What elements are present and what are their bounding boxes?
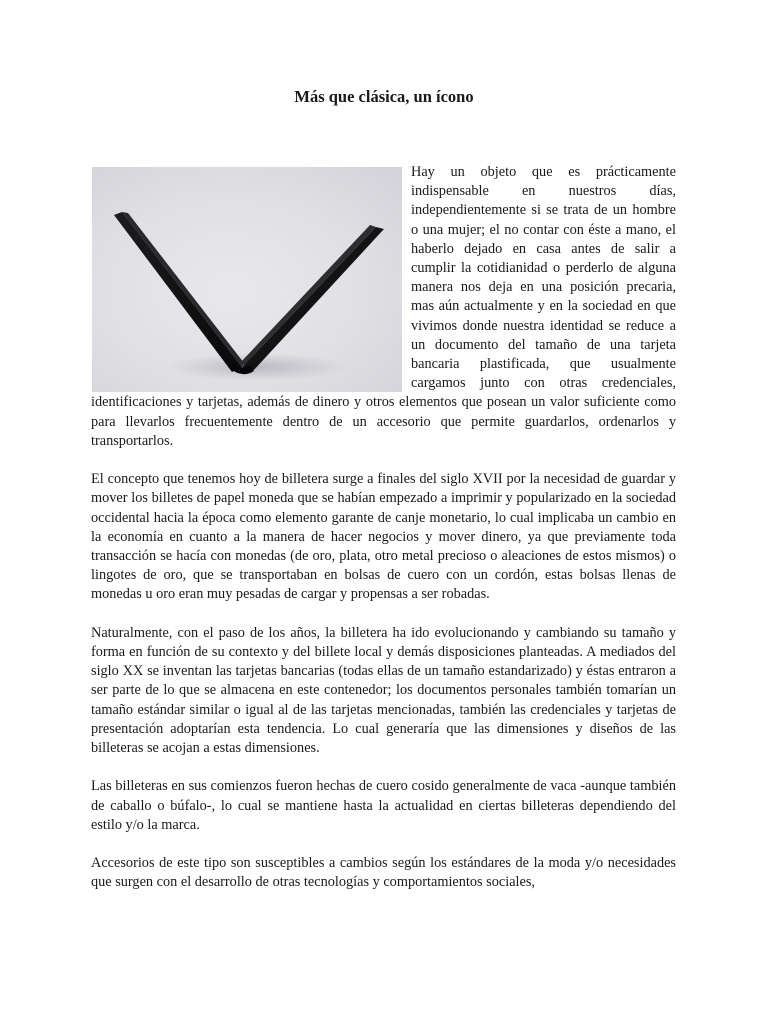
paragraph-2: El concepto que tenemos hoy de billetera surge a finales del siglo XVII por la necesidad de guardar y mover los billetes de papel moneda que se habían empezado a imprimir y popularizado en la sociedad occidental hacia la época como elemento garante de canje monetario, lo cual implicaba un cambio en la economía en cuanto a la manera de hacer negocios y mover dinero, ya que previamente toda transacción se hacía con monedas (de oro, plata, otro metal precioso o aleaciones de estos mismos) o lingotes de oro, que se transportaban en bolsas de cuero con un cordón, estas bolsas llenas de monedas u oro eran muy pesadas de cargar y propensas a ser robadas. (91, 471, 676, 603)
page-title: Más que clásica, un ícono (294, 87, 474, 106)
paragraph-4: Las billeteras en sus comienzos fueron hechas de cuero cosido generalmente de vaca -aunque también de caballo o búfalo-, lo cual se mantiene hasta la actualidad en ciertas billeteras dependiendo del estilo y/o la marca. (91, 778, 676, 833)
paragraph-3: Naturalmente, con el paso de los años, la billetera ha ido evolucionando y cambiando su tamaño y forma en función de su contexto y del billete local y demás disposiciones planteadas. A mediados del siglo XX se inventan las tarjetas bancarias (todas ellas de un tamaño estandarizado) y éstas entraron a ser parte de lo que se almacena en este contenedor; los documentos personales también tomarían un tamaño estándar similar o igual al de las tarjetas mencionadas, también las credenciales y tarjetas de presentación adoptarían esta tendencia. Lo cual generaría que las dimensiones y diseños de las billeteras se acojan a estas dimensiones. (91, 624, 676, 757)
article-body (91, 163, 676, 912)
paragraph-5: Accesorios de este tipo son susceptibles a cambios según los estándares de la moda y/o necesidades que surgen con el desarrollo de otras tecnologías y comportamientos sociales, (91, 855, 676, 891)
wallet-photo-icon (92, 167, 402, 392)
paragraph-1 (91, 163, 676, 451)
paragraph-1-text: Hay un objeto que es prácticamente indispensable en nuestros días, independientemente si se trata de un hombre o una mujer; el no contar con éste a mano, el haberlo dejado en casa antes de salir a cumplir la cotidianidad o perderlo de alguna manera nos deja en una posición precaria, mas aún actualmente y en la sociedad en que vivimos donde nuestra identidad se reduce a un documento del tamaño de una tarjeta bancaria plastificada, que usualmente cargamos junto con otras credenciales, identificaciones y tarjetas, además de dinero y otros elementos que posean un valor suficiente como para llevarlos frecuentemente dentro de un accesorio que permite guardarlos, ordenarlos y transportarlos. (91, 164, 676, 449)
